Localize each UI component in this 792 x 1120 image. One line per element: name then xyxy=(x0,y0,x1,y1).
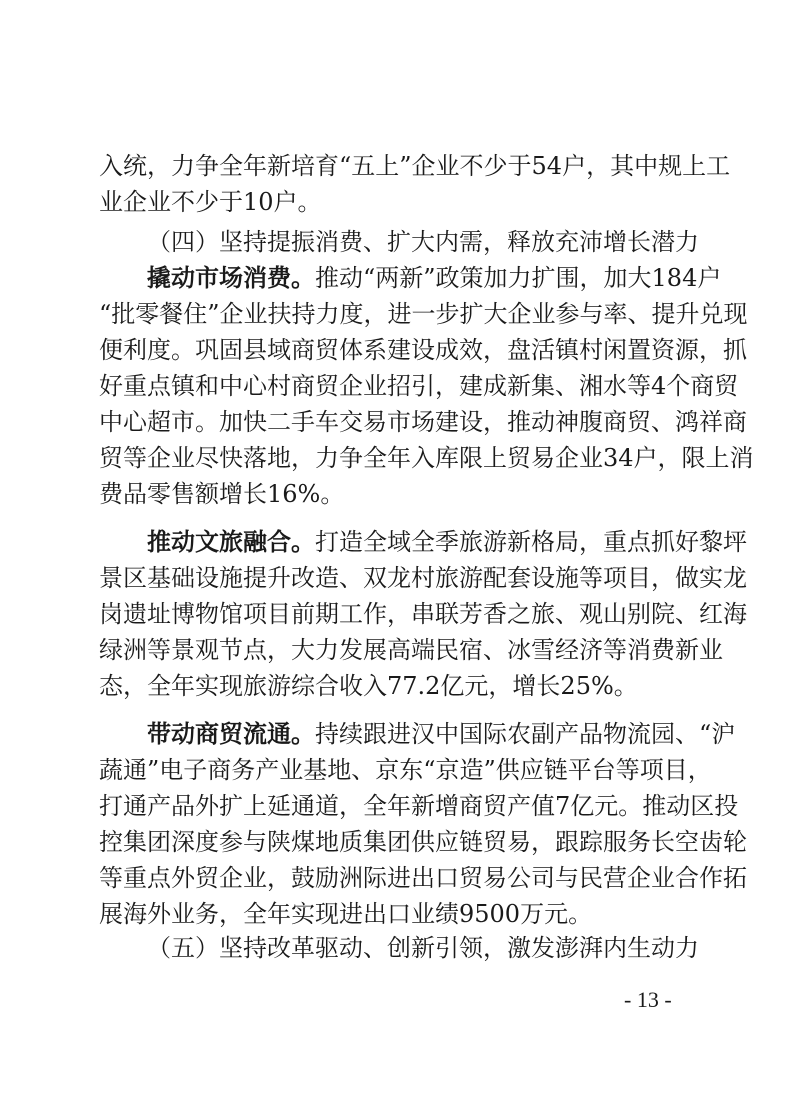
paragraph-line xyxy=(147,526,747,558)
paragraph-lead: 撬动市场消费。 xyxy=(147,264,315,292)
section-heading-4: （四）坚持提振消费、扩大内需，释放充沛增长潜力 xyxy=(147,228,699,256)
paragraph-line: 费品零售额增长16%。 xyxy=(99,480,345,508)
paragraph-line: 便利度。巩固县域商贸体系建设成效，盘活镇村闲置资源，抓 xyxy=(99,336,747,364)
paragraph-line xyxy=(147,262,722,294)
paragraph-line: 岗遗址博物馆项目前期工作，串联芳香之旅、观山别院、红海 xyxy=(99,600,747,628)
paragraph-line: 好重点镇和中心村商贸企业招引，建成新集、湘水等4个商贸 xyxy=(99,372,739,400)
paragraph-line: 业企业不少于10户。 xyxy=(99,188,322,216)
paragraph-line: 入统，力争全年新培育“五上”企业不少于54户，其中规上工 xyxy=(99,152,731,180)
paragraph-line: 态，全年实现旅游综合收入77.2亿元，增长25%。 xyxy=(99,672,638,700)
paragraph-text: 持续跟进汉中国际农副产品物流园、“沪 xyxy=(315,720,736,748)
paragraph-line: 贸等企业尽快落地，力争全年入库限上贸易企业34户，限上消 xyxy=(99,444,754,472)
paragraph-line: 等重点外贸企业，鼓励洲际进出口贸易公司与民营企业合作拓 xyxy=(99,864,747,892)
paragraph-lead: 推动文旅融合。 xyxy=(147,528,315,556)
paragraph-line: 中心超市。加快二手车交易市场建设，推动神腹商贸、鸿祥商 xyxy=(99,408,747,436)
paragraph-line: 打通产品外扩上延通道，全年新增商贸产值7亿元。推动区投 xyxy=(99,792,739,820)
paragraph-text: 打造全域全季旅游新格局，重点抓好黎坪 xyxy=(315,528,747,556)
section-heading-5: （五）坚持改革驱动、创新引领，激发澎湃内生动力 xyxy=(147,934,699,962)
paragraph-text: 推动“两新”政策加力扩围，加大184户 xyxy=(315,264,722,292)
paragraph-line: 景区基础设施提升改造、双龙村旅游配套设施等项目，做实龙 xyxy=(99,564,747,592)
paragraph-line: 蔬通”电子商务产业基地、京东“京造”供应链平台等项目， xyxy=(99,756,712,784)
page-number: - 13 - xyxy=(624,987,672,1012)
paragraph-lead: 带动商贸流通。 xyxy=(147,720,315,748)
paragraph-line: 展海外业务，全年实现进出口业绩9500万元。 xyxy=(99,900,593,928)
paragraph-line: 绿洲等景观节点，大力发展高端民宿、冰雪经济等消费新业 xyxy=(99,636,723,664)
paragraph-line: 控集团深度参与陕煤地质集团供应链贸易，跟踪服务长空齿轮 xyxy=(99,828,747,856)
paragraph-line xyxy=(147,718,736,750)
paragraph-line: “批零餐住”企业扶持力度，进一步扩大企业参与率、提升兑现 xyxy=(99,300,748,328)
